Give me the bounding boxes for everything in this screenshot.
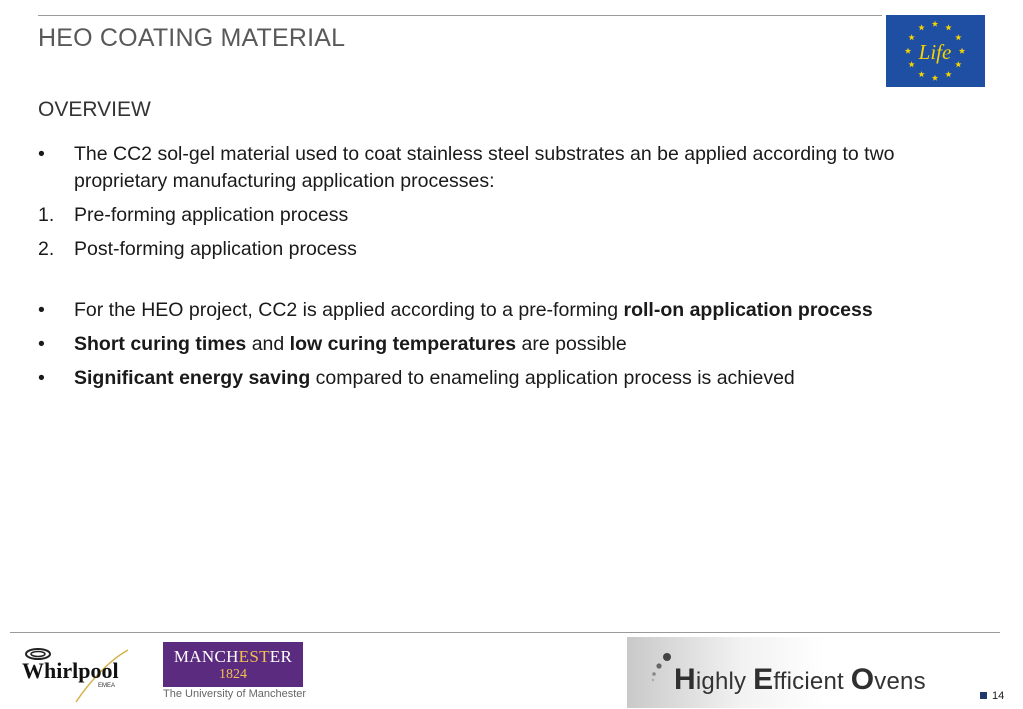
list-marker: 2.: [38, 238, 55, 260]
list-item: [38, 202, 968, 229]
list-marker: •: [38, 143, 45, 165]
list-item: [38, 331, 968, 358]
body-text: For the HEO project, CC2 is applied according to a pre-forming: [74, 299, 624, 321]
whirlpool-logo: [16, 642, 134, 704]
eu-star-icon: [932, 21, 938, 27]
manchester-year: 1824: [219, 667, 247, 682]
emphasis-text: roll-on application process: [623, 299, 873, 321]
eu-star-icon: [959, 48, 965, 54]
heo-dots-icon: [650, 652, 672, 682]
manchester-subtitle: The University of Manchester: [163, 688, 307, 700]
emphasis-text: Significant energy saving: [74, 367, 311, 389]
eu-star-icon: [955, 34, 961, 40]
eu-star-icon: [945, 24, 951, 30]
list-marker: •: [38, 367, 45, 389]
eu-star-icon: [908, 61, 914, 67]
slide-title: HEO COATING MATERIAL: [38, 24, 346, 52]
eu-star-icon: [905, 48, 911, 54]
emphasis-text: Short curing times: [74, 333, 247, 355]
whirlpool-region: EMEA: [98, 683, 116, 689]
list-item-text: [74, 333, 627, 355]
heo-wordmark: Highly Efficient Ovens: [674, 663, 926, 696]
eu-star-icon: [955, 61, 961, 67]
list-marker: •: [38, 333, 45, 355]
body-text: compared to enameling application process is achieved: [310, 367, 795, 389]
eu-stars-icon: [886, 15, 985, 87]
page-number: 14: [980, 690, 1004, 702]
eu-star-icon: [932, 75, 938, 81]
list-item-text: [74, 238, 357, 260]
list-spacer: [38, 270, 968, 297]
eu-life-text: Life: [918, 40, 952, 64]
section-heading: OVERVIEW: [38, 98, 151, 121]
list-item-text: [74, 204, 348, 226]
whirlpool-wordmark: Whirlpool: [22, 658, 119, 683]
manchester-logo: [163, 642, 303, 687]
top-divider: [38, 15, 882, 16]
eu-life-logo: [886, 15, 985, 87]
list-item: [38, 236, 968, 263]
body-text: Post-forming application process: [74, 238, 357, 260]
body-text: are possible: [516, 333, 627, 355]
list-item: [38, 365, 968, 392]
body-text: The CC2 sol-gel material used to coat stainless steel substrates an be applied according to two proprietary manufacturing application processes:: [74, 143, 895, 192]
list-item-text: [74, 367, 795, 389]
list-item-text: [74, 299, 873, 321]
eu-star-icon: [908, 34, 914, 40]
footer-divider: [10, 632, 1000, 633]
emphasis-text: low curing temperatures: [289, 333, 517, 355]
body-text: and: [246, 333, 290, 355]
list-item-text: [74, 143, 895, 192]
page-marker-icon: [980, 692, 987, 699]
manchester-wordmark: MANCHESTER: [173, 647, 293, 666]
bullet-list: [38, 141, 968, 399]
eu-star-icon: [918, 71, 924, 77]
list-marker: •: [38, 299, 45, 321]
list-item: [38, 141, 968, 195]
eu-star-icon: [945, 71, 951, 77]
eu-star-icon: [918, 24, 924, 30]
list-item: [38, 297, 968, 324]
body-text: Pre-forming application process: [74, 204, 349, 226]
list-marker: 1.: [38, 204, 55, 226]
